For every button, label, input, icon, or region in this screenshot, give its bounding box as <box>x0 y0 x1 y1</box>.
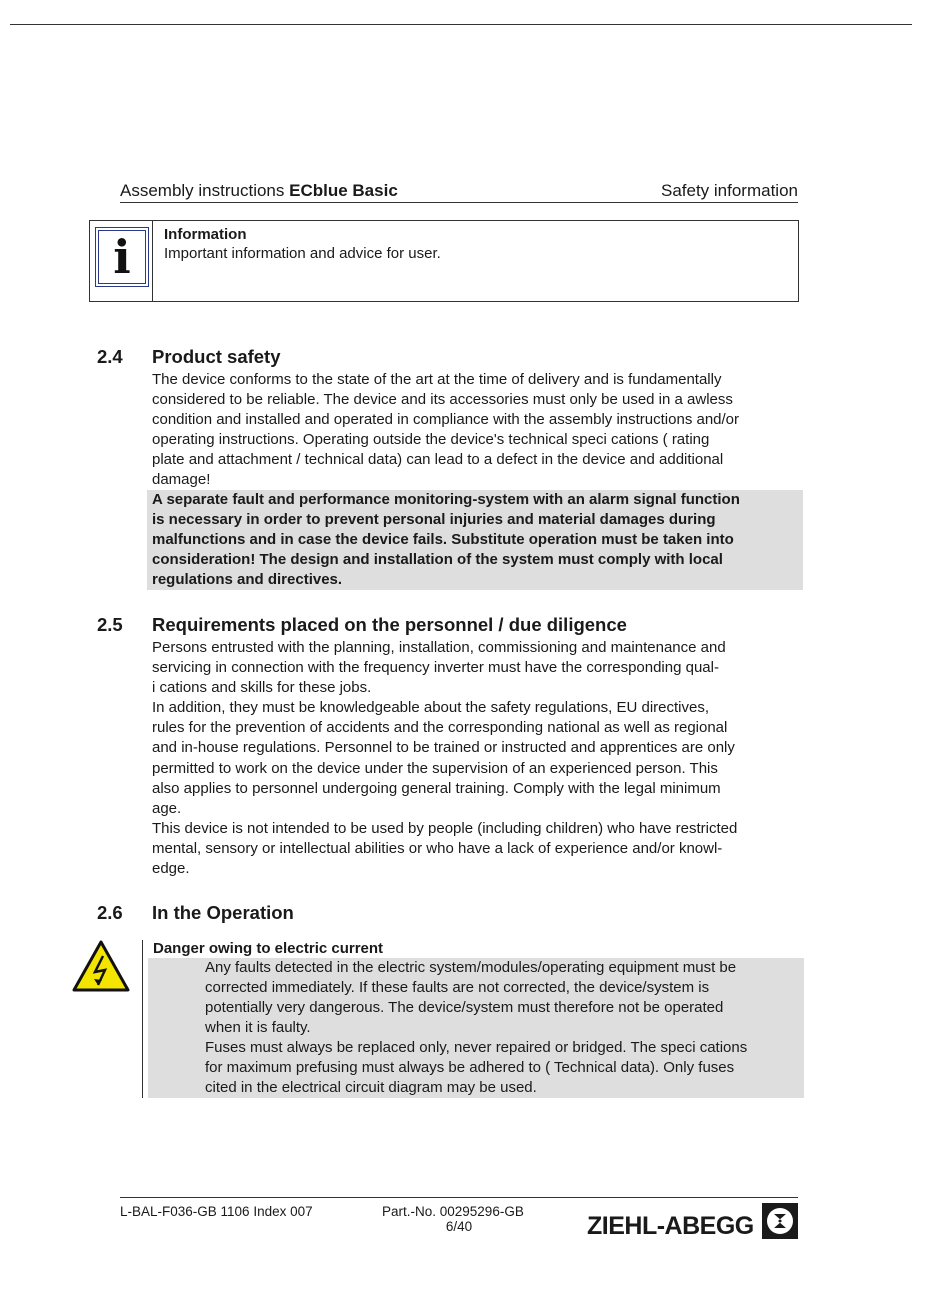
danger-line: for maximum prefusing must always be adhered to ( Technical data). Only fuses <box>205 1059 735 1077</box>
body-line: i cations and skills for these jobs. <box>152 679 372 697</box>
company-logo-text: ZIEHL-ABEGG <box>587 1212 754 1240</box>
section-title: In the Operation <box>152 902 294 923</box>
header-product: ECblue Basic <box>289 181 398 200</box>
ziehl-abegg-logo-icon <box>762 1203 798 1239</box>
information-title: Information <box>164 226 247 243</box>
section-title: Product safety <box>152 346 281 367</box>
body-line: age. <box>152 799 182 817</box>
danger-line: Fuses must always be replaced only, never repaired or bridged. The speci cations <box>205 1039 748 1056</box>
danger-background <box>148 958 804 1098</box>
warning-line: regulations and directives. <box>152 571 343 589</box>
body-line: damage! <box>152 471 211 489</box>
information-text: Important information and advice for user. <box>164 245 441 262</box>
information-box <box>89 220 799 302</box>
warning-block <box>147 490 803 590</box>
body-line: The device conforms to the state of the art at the time of delivery and is fundamentally <box>152 371 722 388</box>
danger-line: potentially very dangerous. The device/system must therefore not be operated <box>205 999 724 1017</box>
danger-item <box>205 958 808 1038</box>
section-body <box>152 370 802 491</box>
body-line: operating instructions. Operating outside the device's technical speci cations ( rating <box>152 431 710 449</box>
body-line: plate and attachment / technical data) can lead to a defect in the device and additional <box>152 451 724 469</box>
section-number: 2.4 <box>97 346 123 367</box>
section-body <box>152 638 802 879</box>
body-line: condition and installed and operated in compliance with the assembly instructions and/or <box>152 411 740 429</box>
body-line: also applies to personnel undergoing general training. Comply with the legal minimum <box>152 779 721 797</box>
danger-line: Any faults detected in the electric system/modules/operating equipment must be <box>205 959 737 976</box>
body-line: permitted to work on the device under the supervision of an experienced person. This <box>152 759 718 777</box>
top-rule <box>10 24 912 25</box>
body-line: In addition, they must be knowledgeable about the safety regulations, EU directives, <box>152 699 709 717</box>
warning-line: malfunctions and in case the device fails. Substitute operation must be taken into <box>152 531 734 549</box>
footer-rule <box>120 1197 798 1198</box>
body-line: considered to be reliable. The device and its accessories must only be used in a awless <box>152 391 733 409</box>
body-line: This device is not intended to be used by people (including children) who have restricted <box>152 819 738 837</box>
section-number: 2.5 <box>97 614 123 635</box>
section-number: 2.6 <box>97 902 123 923</box>
body-line: mental, sensory or intellectual abilities or who have a lack of experience and/or knowl- <box>152 839 723 857</box>
body-line: and in-house regulations. Personnel to be trained or instructed and apprentices are only <box>152 739 735 757</box>
danger-line: when it is faulty. <box>205 1019 311 1037</box>
electric-hazard-icon <box>72 940 130 992</box>
danger-title: Danger owing to electric current <box>153 940 384 957</box>
footer-page-number: 6/40 <box>445 1219 473 1234</box>
danger-item <box>205 1038 808 1098</box>
body-line: rules for the prevention of accidents and the corresponding national as well as regional <box>152 719 728 737</box>
body-line: edge. <box>152 860 190 878</box>
body-line: Persons entrusted with the planning, installation, commissioning and maintenance and <box>152 639 726 656</box>
section-title: Requirements placed on the personnel / due diligence <box>152 614 627 635</box>
warning-line: A separate fault and performance monitoring-system with an alarm signal function <box>152 491 740 508</box>
warning-line: is necessary in order to prevent personal injuries and material damages during <box>152 511 716 529</box>
information-icon-cell <box>90 221 153 301</box>
warning-line: consideration! The design and installation of the system must comply with local <box>152 551 723 569</box>
page-header <box>120 180 798 203</box>
danger-line: corrected immediately. If these faults are not corrected, the device/system is <box>205 979 710 997</box>
body-line: servicing in connection with the frequency inverter must have the corresponding qual- <box>152 659 719 677</box>
footer-doc-id: L-BAL-F036-GB 1106 Index 007 <box>120 1204 313 1219</box>
footer-part-number: Part.-No. 00295296-GB <box>382 1204 524 1219</box>
information-icon: i <box>95 227 149 287</box>
header-left: Assembly instructions ECblue Basic <box>120 181 398 200</box>
danger-notice <box>142 940 805 1098</box>
header-right: Safety information <box>660 181 798 200</box>
danger-line: cited in the electrical circuit diagram may be used. <box>205 1079 537 1097</box>
